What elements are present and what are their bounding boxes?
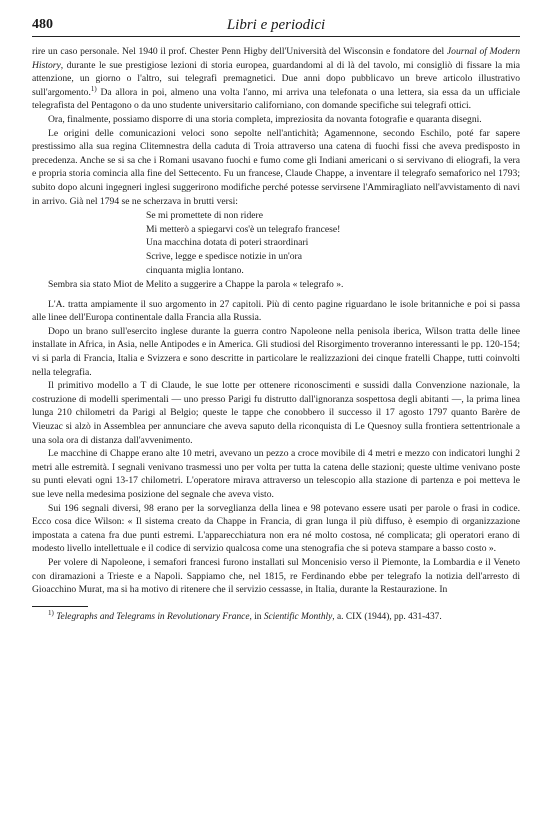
- paragraph-1: [32, 45, 520, 113]
- journal-title: Journal of Modern History: [32, 46, 521, 71]
- verse-line: Mi metterò a spiegarvi cos'è un telegrafo francese!: [146, 223, 341, 235]
- paragraph-8: Le macchine di Chappe erano alte 10 metri, avevano un pezzo a croce movibile di 4 metri e mezzo con indicatori lunghi 2 metri alle estremità. I segnali venivano trasmessi uno per volta per tutta la catena delle stazioni; queste ultime venivano poste su punti elevati ogni 13-17 chilometri. L'operatore mirava attraverso un telescopio alla stazione di partenza e poi metteva le sue leve nella medesima posizione del segnale che aveva visto.: [32, 448, 520, 500]
- paragraph-10: Per volere di Napoleone, i semafori francesi furono installati sul Moncenisio verso il Piemonte, la Lombardia e il Veneto con diramazioni a Trieste e a Napoli. Sappiamo che, nel 1815, re Ferdinando ebbe per telegrafo la notizia dell'arresto di Gioacchino Murat, ma si ha motivo di ritenere che il servizio cessasse, in Italia, durante la Restaurazione. In: [32, 556, 520, 596]
- footnote-reference[interactable]: 1): [90, 84, 97, 93]
- paragraph-6: Dopo un brano sull'esercito inglese durante la guerra contro Napoleone nella penisola iberica, Wilson tratta delle linee installate in Africa, in Asia, nelle Antipodes e in America. Gli studiosi del Risorgimento troveranno interessanti le pp. 120-154; vi si parla di Francia, Italia e Svizzera e sono descritte in particolare le realizzazioni dei cinque fratelli Chappe, tutti coinvolti nella telegrafia.: [32, 325, 520, 378]
- footnote-journal: Scientific Monthly: [263, 611, 333, 622]
- paragraph-1-text-b: , durante le sue prestigiose lezioni di storia europea, guardandomi al di là del tavolo, mi consigliò di fissare la mia attenzione, un giorno o l'altro, sui telegrafi premagnetici. Due anni dopo pubblicavo un breve articolo illustrativo sull'argomento.: [32, 59, 520, 98]
- footnote-marker: 1): [48, 608, 54, 617]
- footnote-1: [32, 608, 520, 624]
- verse-quotation: [146, 209, 520, 277]
- paragraph-2: Ora, finalmente, possiamo disporre di una storia completa, impreziosita da novanta fotografie e quaranta disegni.: [48, 113, 482, 125]
- article-body: [32, 45, 520, 624]
- footnote-article-title: Telegraphs and Telegrams in Revolutionary France: [56, 611, 250, 622]
- footnote-text-rest: , a. CIX (1944), pp. 431-437.: [332, 611, 442, 622]
- paragraph-3: Le origini delle comunicazioni veloci sono sepolte nell'antichità; Agamennone, secondo Eschilo, poté far sapere prestissimo alla sua regina Clitemnestra della caduta di Troia attraverso una catena di fuochi fissi che aveva predisposto in precedenza. Anche se si sa che i Romani usavano fuochi e fumo come gli Indiani americani o si servivano di eliografi, la vera e propria storia comincia alla fine del Settecento. Fu un francese, Claude Chappe, a inventare il telegrafo semaforico nel 1793; subito dopo alcuni ingegneri inglesi suggerirono modifiche perché potesse servirsene l'Ammiragliato nell'avvistamento di navi in arrivo. Già nel 1794 se ne scherzava in brutti versi:: [32, 127, 520, 207]
- paragraph-1-text-c: Da allora in poi, almeno una volta l'anno, mi arriva una telefonata o una lettera, sia essa da un ufficiale telegrafista del Pentagono o da uno studente universitario californiano, con domande specifiche sui telegrafi ottici.: [32, 86, 520, 112]
- paragraph-1-text-a: rire un caso personale. Nel 1940 il prof. Chester Penn Higby dell'Università del Wisconsin e fondatore del: [32, 46, 447, 57]
- verse-line: Una macchina dotata di poteri straordinari: [146, 237, 309, 249]
- paragraph-7: Il primitivo modello a T di Claude, le sue lotte per ottenere riconoscimenti e sussidi dalla Convenzione nazionale, la costruzione di modelli sperimentali — uno presso Parigi fu distrutto dall'ignoranza sospettosa degli abitanti —, la prima linea lunga 210 chilometri da Parigi al Belgio; queste le tappe che conobbero il successo il 17 agosto 1797 quanto Barère de Vieuzac si alzò in Assemblea per annunciare che aveva saputo della riconquista di Le Quesnoy sulla frontiera settentrionale a una sola ora di distanza dall'avvenimento.: [32, 380, 520, 446]
- footnote-separator: [32, 606, 88, 607]
- verse-line: Se mi promettete di non ridere: [146, 210, 263, 222]
- footnote-text-mid: , in: [249, 611, 264, 622]
- verse-line: Scrive, legge e spedisce notizie in un'ora: [146, 250, 302, 262]
- paragraph-4: Sembra sia stato Miot de Melito a suggerire a Chappe la parola « telegrafo ».: [48, 279, 344, 291]
- paragraph-5: L'A. tratta ampiamente il suo argomento in 27 capitoli. Più di cento pagine riguardano le isole britanniche e poi si passa alle linee dell'Europa continentale dalla Francia alla Russia.: [32, 298, 520, 324]
- page-number: 480: [32, 17, 53, 32]
- running-header: [32, 14, 520, 37]
- verse-line: cinquanta miglia lontano.: [146, 264, 244, 276]
- running-head-title: Libri e periodici: [226, 17, 326, 33]
- footnote: [32, 608, 520, 624]
- paragraph-9: Sui 196 segnali diversi, 98 erano per la sorveglianza della linea e 98 potevano essere usati per parole o frasi in codice. Ecco cosa dice Wilson: « Il sistema creato da Chappe in Francia, di gran lunga il più diffuso, è esempio di organizzazione impostata a catena fra due punti estremi. L'apparecchiatura non era né molto costosa, né complicata; gli operatori erano di modesto livello intellettuale e il codice di servizio qualcosa come una stenografia che si poteva stampare a basso costo ».: [32, 502, 520, 555]
